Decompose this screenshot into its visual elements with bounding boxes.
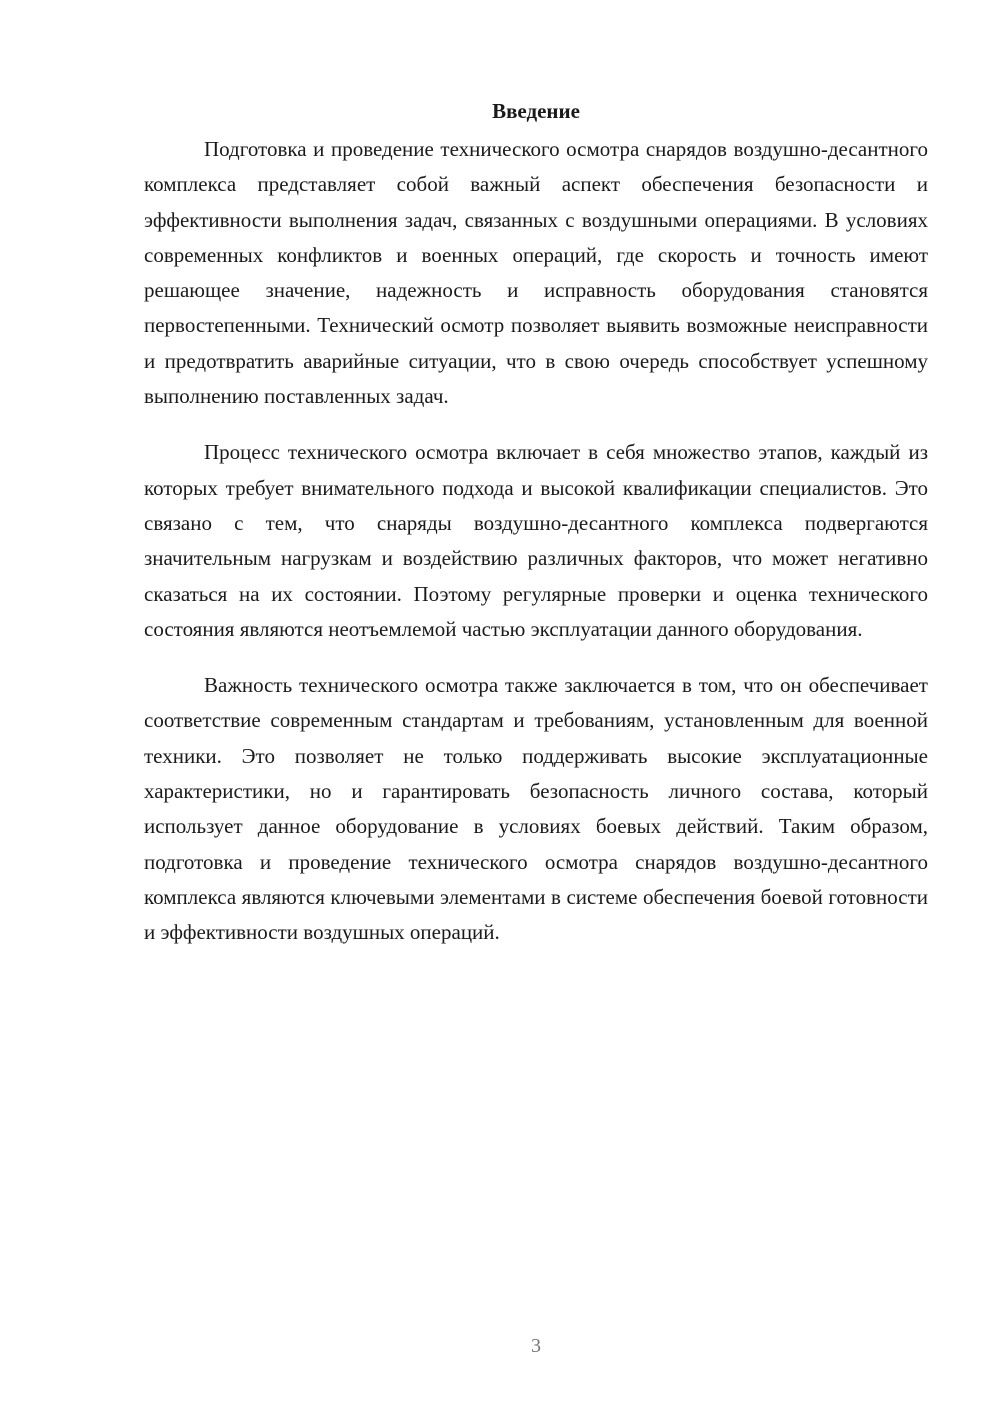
page-number: 3	[531, 1335, 541, 1357]
paragraph-1: Подготовка и проведение технического осмотра снарядов воздушно-десантного комплекса представляет собой важный аспект обеспечения безопасности и эффективности выполнения задач, связанных с воздушными операциями. В условиях современных конфликтов и военных операций, где скорость и точность имеют решающее значение, надежность и исправность оборудования становятся первостепенными. Технический осмотр позволяет выявить возможные неисправности и предотвратить аварийные ситуации, что в свою очередь способствует успешному выполнению поставленных задач.	[144, 137, 928, 409]
paragraph-3: Важность технического осмотра также заключается в том, что он обеспечивает соответствие современным стандартам и требованиям, установленным для военной техники. Это позволяет не только поддерживать высокие эксплуатационные характеристики, но и гарантировать безопасность личного состава, который использует данное оборудование в условиях боевых действий. Таким образом, подготовка и проведение технического осмотра снарядов воздушно-десантного комплекса являются ключевыми элементами в системе обеспечения боевой готовности и эффективности воздушных операций.	[144, 673, 928, 945]
document-body	[144, 96, 928, 972]
section-heading: Введение	[492, 99, 580, 123]
paragraph-2: Процесс технического осмотра включает в себя множество этапов, каждый из которых требует внимательного подхода и высокой квалификации специалистов. Это связано с тем, что снаряды воздушно-десантного комплекса подвергаются значительным нагрузкам и воздействию различных факторов, что может негативно сказаться на их состоянии. Поэтому регулярные проверки и оценка технического состояния являются неотъемлемой частью эксплуатации данного оборудования.	[144, 440, 928, 641]
